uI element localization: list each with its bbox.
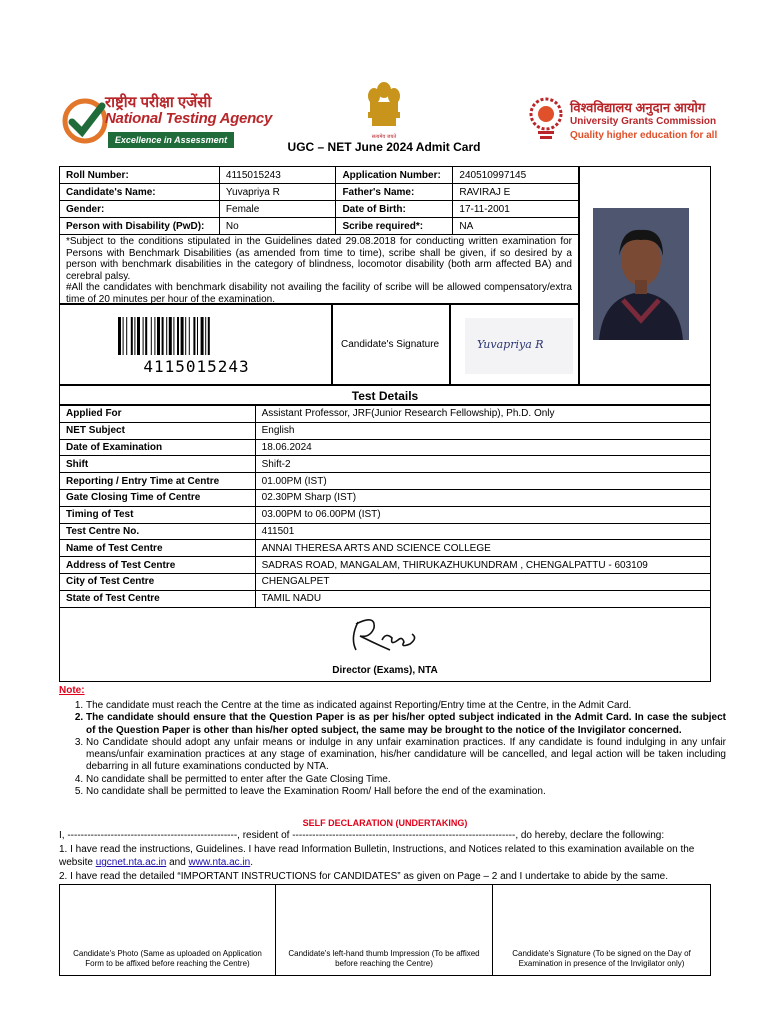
candidate-name-value: Yuvapriya R — [219, 184, 336, 201]
barcode-bar — [201, 317, 204, 355]
test-detail-value: Shift-2 — [255, 456, 710, 473]
exam-day-signature-label: Candidate's Signature (To be signed on the Day of Examination in presence of the Invigilator only) — [512, 949, 691, 968]
scribe-value: NA — [453, 218, 579, 235]
test-detail-label: Test Centre No. — [60, 523, 256, 540]
test-detail-row — [60, 506, 711, 523]
scribe-label: Scribe required*: — [336, 218, 453, 235]
barcode-bar — [208, 317, 210, 355]
test-detail-label: Timing of Test — [60, 506, 256, 523]
notes-list — [72, 700, 726, 798]
application-number-label: Application Number: — [336, 167, 453, 184]
test-detail-label: State of Test Centre — [60, 590, 256, 607]
test-detail-value: CHENGALPET — [255, 573, 710, 590]
barcode-bar — [197, 317, 198, 355]
note-item: 4. No candidate shall be permitted to enter after the Gate Closing Time. — [86, 774, 726, 786]
barcode-bar — [169, 317, 172, 355]
candidate-name-label: Candidate's Name: — [60, 184, 220, 201]
test-detail-label: Reporting / Entry Time at Centre — [60, 473, 256, 490]
barcode-bar — [145, 317, 147, 355]
test-detail-row — [60, 540, 711, 557]
test-detail-row — [60, 456, 711, 473]
test-detail-row — [60, 557, 711, 574]
test-detail-value: ANNAI THERESA ARTS AND SCIENCE COLLEGE — [255, 540, 710, 557]
test-detail-row — [60, 473, 711, 490]
barcode-box — [59, 304, 332, 385]
gender-value: Female — [219, 201, 336, 218]
test-detail-row — [60, 489, 711, 506]
nta-link[interactable]: www.nta.ac.in — [188, 857, 251, 868]
emblem-caption: सत्यमेव जयते — [371, 134, 397, 140]
declaration-dot: . — [250, 857, 254, 868]
barcode — [118, 317, 258, 355]
signature-scribble: Yuvapriya R — [477, 338, 544, 351]
barcode-bar — [189, 317, 190, 355]
test-details-table — [59, 405, 711, 608]
ugc-logo-icon — [528, 96, 564, 142]
test-detail-row — [60, 406, 711, 423]
declaration-and: and — [166, 857, 189, 868]
thumb-impression-box — [275, 884, 493, 976]
note-item: 2. The candidate should ensure that the Question Paper is as per his/her opted subject indicated in the Admit Card. In case the subject of the Question Paper is other than his/her opted subject, the same may be brought to the notice of the Invigilator concerned. — [86, 712, 726, 737]
test-detail-value: 02.30PM Sharp (IST) — [255, 489, 710, 506]
nta-name: National Testing Agency — [105, 110, 273, 127]
test-detail-value: 18.06.2024 — [255, 439, 710, 456]
test-detail-label: Name of Test Centre — [60, 540, 256, 557]
barcode-bar — [126, 317, 127, 355]
signature-label-box — [332, 304, 450, 385]
barcode-bar — [151, 317, 152, 355]
test-detail-value: 01.00PM (IST) — [255, 473, 710, 490]
barcode-bar — [118, 317, 121, 355]
barcode-bar — [205, 317, 206, 355]
test-detail-value: 03.00PM to 06.00PM (IST) — [255, 506, 710, 523]
father-name-value: RAVIRAJ E — [453, 184, 579, 201]
barcode-bar — [157, 317, 160, 355]
note-title: Note: — [59, 685, 85, 696]
roll-number-value: 4115015243 — [219, 167, 336, 184]
barcode-bar — [166, 317, 167, 355]
national-emblem-icon — [362, 76, 406, 142]
barcode-bar — [123, 317, 124, 355]
note-item: 3. No Candidate should adopt any unfair means or indulge in any unfair examination practices. If any candidate is found indulging in any unfair means/unfair examination practices at any stage of examination, his/her candidature will be cancelled, and legal action will be taken including debarring in all future examinations conducted by NTA. — [86, 737, 726, 774]
test-detail-value: 411501 — [255, 523, 710, 540]
test-detail-row — [60, 523, 711, 540]
test-detail-label: City of Test Centre — [60, 573, 256, 590]
test-detail-row — [60, 590, 711, 607]
note-item: 1. The candidate must reach the Centre at the time as indicated against Reporting/Entry time at the Centre, in the Admit Card. — [86, 700, 726, 712]
barcode-bar — [162, 317, 164, 355]
candidate-signature-image — [465, 318, 573, 374]
test-detail-row — [60, 422, 711, 439]
declaration-line-3: 2. I have read the detailed “IMPORTANT INSTRUCTIONS for CANDIDATES” as given on Page – 2 and I undertake to abide by the same. — [59, 870, 668, 882]
barcode-bar — [131, 317, 133, 355]
father-name-label: Father's Name: — [336, 184, 453, 201]
exam-day-signature-box — [492, 884, 711, 976]
self-declaration — [59, 829, 711, 883]
self-declaration-title: SELF DECLARATION (UNDERTAKING) — [302, 818, 468, 828]
dob-label: Date of Birth: — [336, 201, 453, 218]
declaration-line-2-text: 1. I have read the instructions, Guidelines. I have read Information Bulletin, Instructions, and Notices related to this examination available on the website — [59, 843, 695, 868]
test-detail-row — [60, 439, 711, 456]
note-item: 5. No candidate shall be permitted to leave the Examination Room/ Hall before the end of the examination. — [86, 786, 726, 798]
gender-label: Gender: — [60, 201, 220, 218]
dob-value: 17-11-2001 — [453, 201, 579, 218]
test-detail-label: NET Subject — [60, 422, 256, 439]
test-detail-label: Gate Closing Time of Centre — [60, 489, 256, 506]
pwd-label: Person with Disability (PwD): — [60, 218, 220, 235]
test-detail-label: Date of Examination — [60, 439, 256, 456]
page-title: UGC – NET June 2024 Admit Card — [287, 140, 481, 154]
ugc-tagline: Quality higher education for all — [570, 130, 718, 141]
test-detail-label: Shift — [60, 456, 256, 473]
barcode-number: 4115015243 — [143, 357, 250, 376]
ugc-name: University Grants Commission — [570, 116, 717, 127]
signature-image-box — [450, 304, 579, 385]
declaration-line-1: I, ---------------------------------------------------, resident of -------------------------------------------------------------------, do hereby, declare the following: — [59, 830, 665, 841]
scribe-notes — [59, 234, 579, 304]
barcode-bar — [193, 317, 195, 355]
test-detail-label: Address of Test Centre — [60, 557, 256, 574]
declaration-line-2 — [59, 843, 711, 870]
bottom-boxes — [59, 884, 711, 976]
barcode-bar — [154, 317, 155, 355]
candidate-photo — [593, 208, 689, 340]
roll-number-label: Roll Number: — [60, 167, 220, 184]
nta-tagline: Excellence in Assessment — [108, 132, 234, 148]
thumb-impression-label: Candidate's left-hand thumb Impression (To be affixed before reaching the Centre) — [288, 949, 480, 968]
barcode-bar — [173, 317, 174, 355]
test-detail-label: Applied For — [60, 406, 256, 423]
signature-label: Candidate's Signature — [341, 339, 440, 350]
application-number-value: 240510997145 — [453, 167, 579, 184]
photo-affix-box — [59, 884, 276, 976]
barcode-bar — [134, 317, 135, 355]
scribe-note-2: #All the candidates with benchmark disability not availing the facility of scribe will be allowed compensatory/extra time of 20 minutes per hour of the examination. — [66, 282, 572, 305]
scribe-note-1: *Subject to the conditions stipulated in the Guidelines dated 29.08.2018 for conducting written examination for Persons with Benchmark Disabilities (as amended from time to time), scribe shall be given, if so desired by a person with benchmark disabilities in the category of blindness, locomotor disability (both arm affected BA) and cerebral palsy. — [66, 236, 572, 282]
pwd-value: No — [219, 218, 336, 235]
test-detail-value: SADRAS ROAD, MANGALAM, THIRUKAZHUKUNDRAM , CHENGALPATTU - 603109 — [255, 557, 710, 574]
barcode-bar — [185, 317, 186, 355]
test-details-heading: Test Details — [59, 385, 711, 405]
nta-hindi-name: राष्ट्रीय परीक्षा एजेंसी — [105, 94, 212, 111]
barcode-bar — [177, 317, 179, 355]
test-detail-row — [60, 573, 711, 590]
barcode-bar — [143, 317, 144, 355]
director-label: Director (Exams), NTA — [332, 665, 438, 676]
ugcnet-link[interactable]: ugcnet.nta.ac.in — [95, 857, 167, 868]
director-signature-icon — [346, 614, 426, 656]
candidate-info-table — [59, 166, 579, 235]
photo-affix-label: Candidate's Photo (Same as uploaded on Application Form to be affixed before reaching the Centre) — [73, 949, 262, 968]
test-detail-value: TAMIL NADU — [255, 590, 710, 607]
nta-checkmark-logo-icon — [62, 98, 108, 144]
test-detail-value: Assistant Professor, JRF(Junior Research Fellowship), Ph.D. Only — [255, 406, 710, 423]
barcode-bar — [181, 317, 184, 355]
test-detail-value: English — [255, 422, 710, 439]
ugc-hindi-name: विश्वविद्यालय अनुदान आयोग — [570, 100, 706, 115]
barcode-bar — [137, 317, 140, 355]
